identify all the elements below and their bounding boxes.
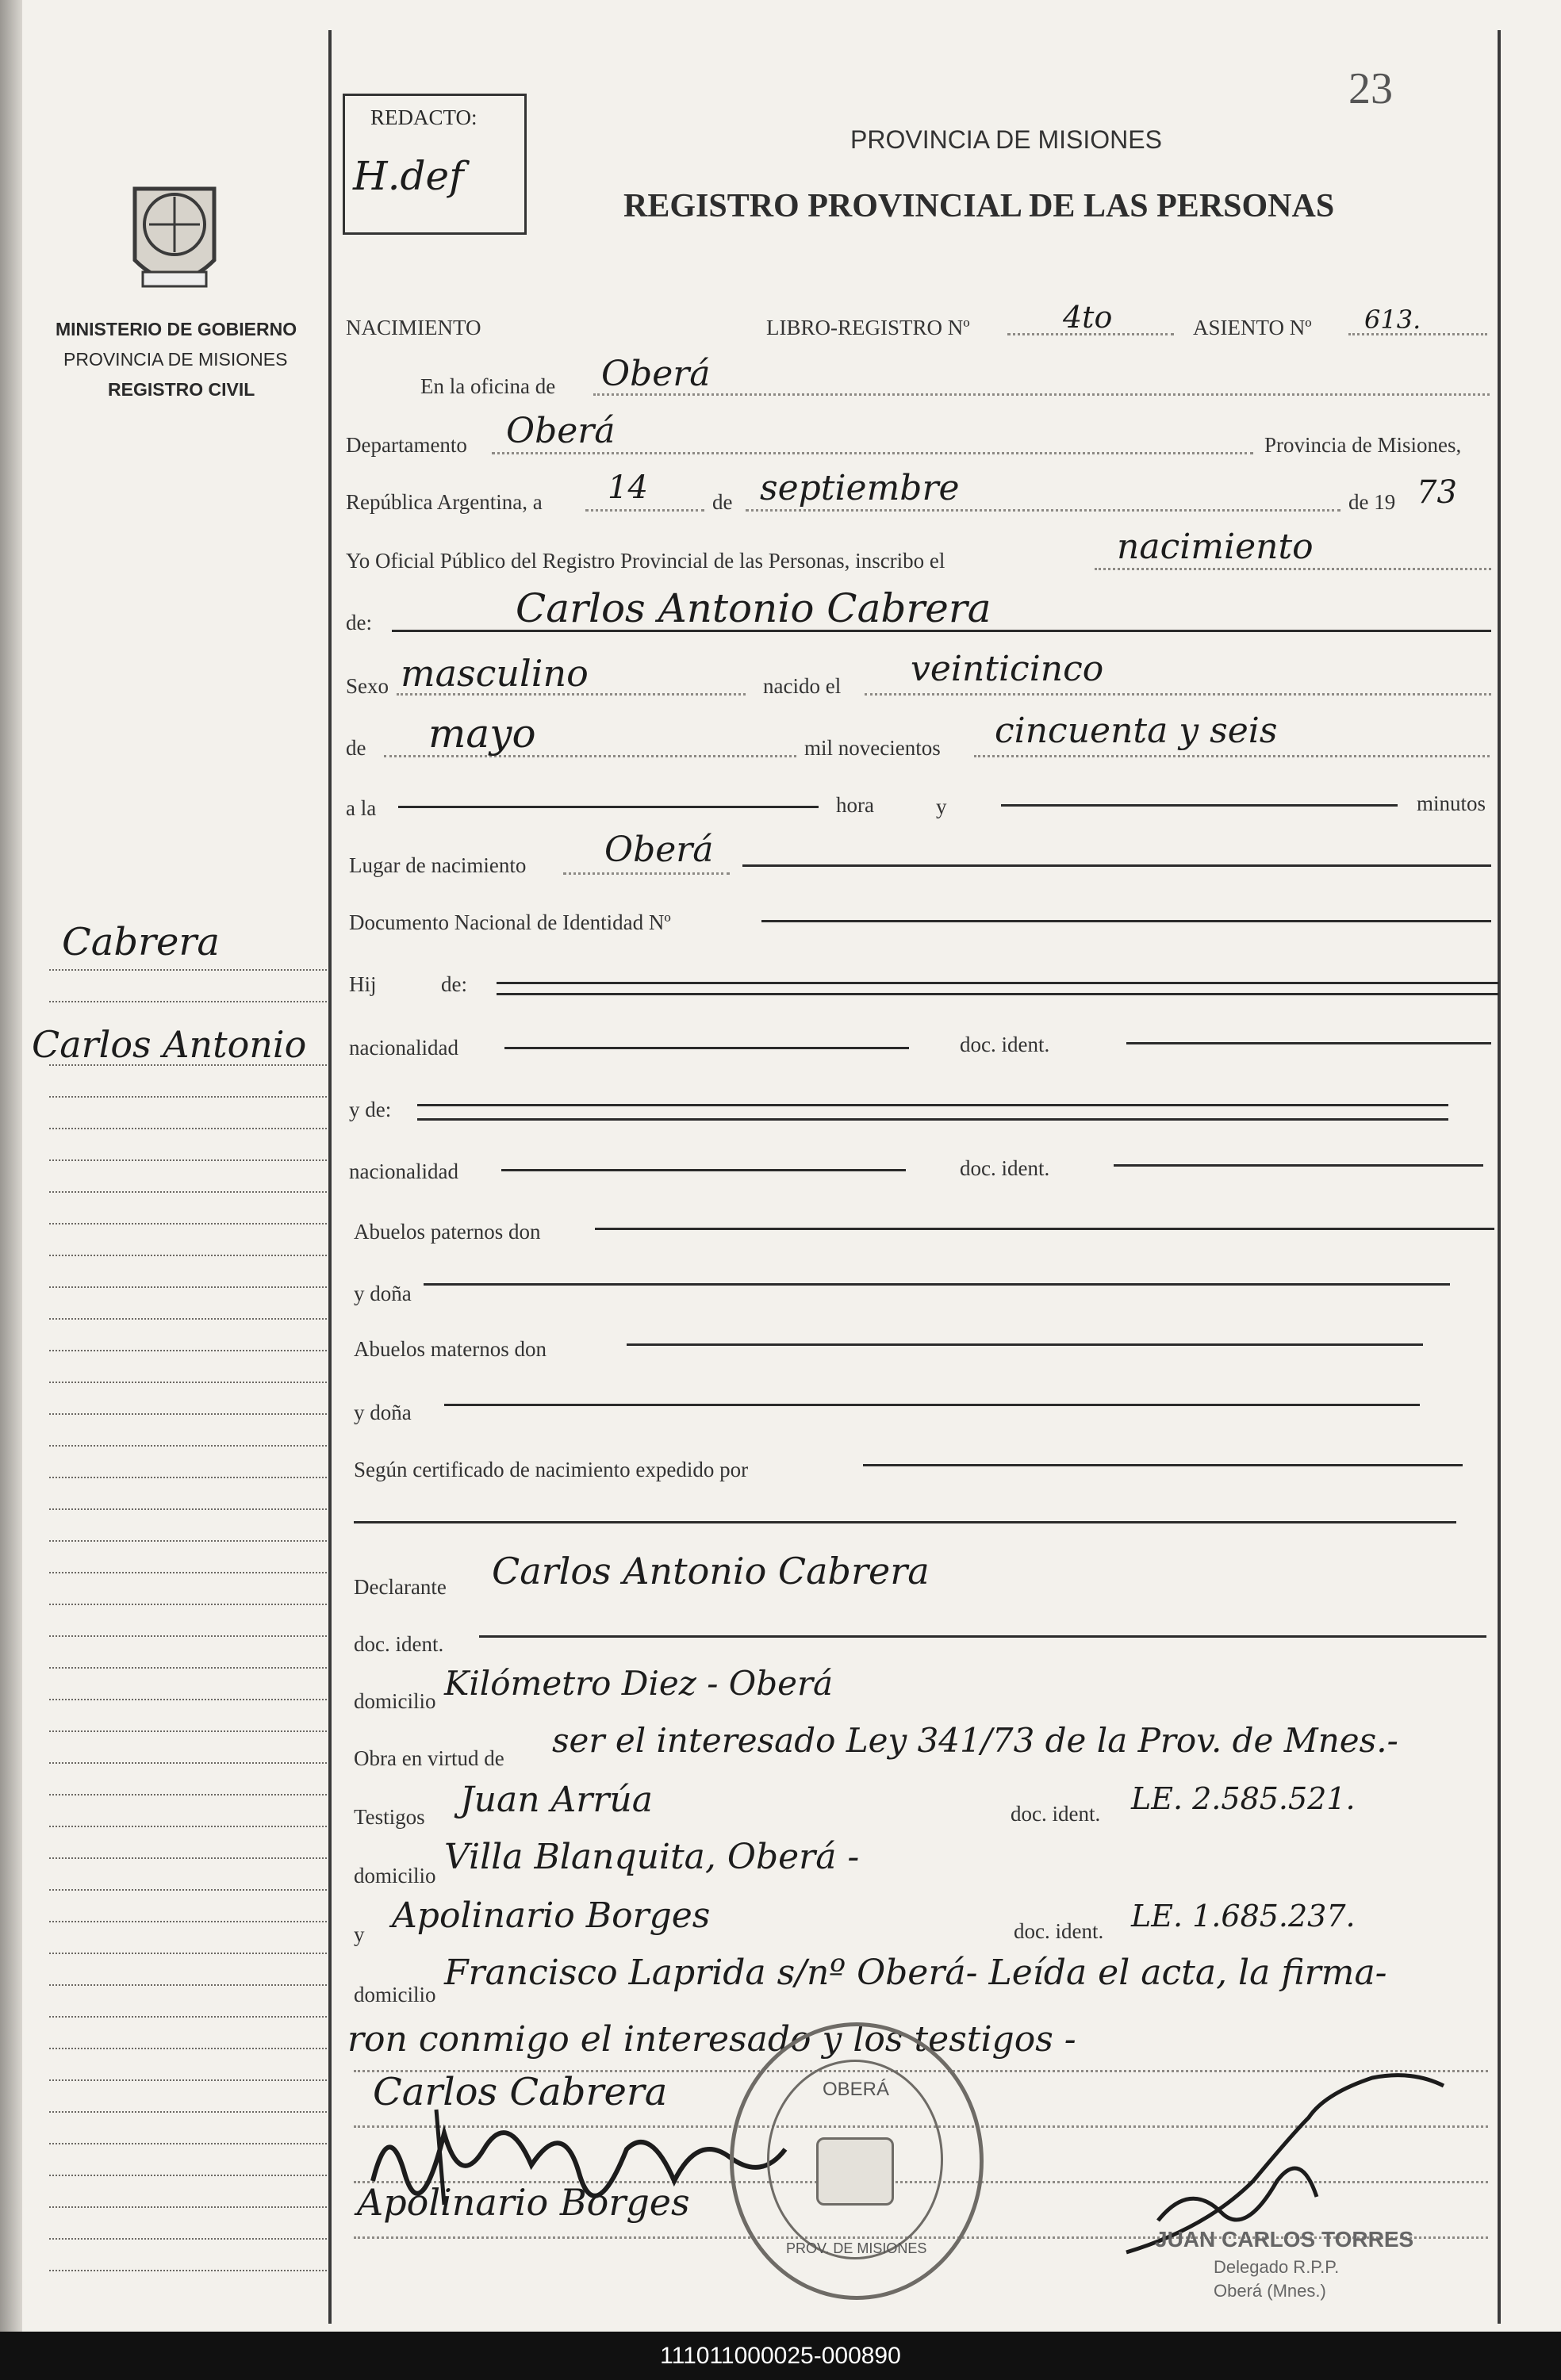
margin-names: Carlos Antonio [32,1023,307,1066]
testigos-label: Testigos [354,1805,425,1829]
declarante-value: Carlos Antonio Cabrera [492,1550,930,1592]
ala-label: a la [346,796,377,820]
declarante-label: Declarante [354,1575,447,1599]
republica-label: República Argentina, a [346,490,543,514]
y-dona-2-label: y doña [354,1401,412,1424]
month-value: septiembre [760,468,960,508]
redacto-box [343,94,527,235]
doc-ident-3-label: doc. ident. [354,1632,444,1656]
abuelos-paternos-label: Abuelos paternos don [354,1220,541,1244]
book-binding-edge [0,0,22,2332]
left-ministry: MINISTERIO DE GOBIERNO [56,319,297,339]
testigo-2-value: Apolinario Borges [392,1895,711,1936]
provincia-label: Provincia de Misiones, [1264,433,1462,457]
testigo-2-doc: LE. 1.685.237. [1131,1899,1356,1934]
stamp-city: OBERÁ [823,2079,890,2100]
left-border-line [328,30,332,2324]
segun-label: Según certificado de nacimiento expedido por [354,1458,749,1481]
de2-label: de: [346,611,372,634]
lugar-label: Lugar de nacimiento [349,853,527,877]
asiento-label: ASIENTO Nº [1193,316,1312,339]
stamp-map-emblem [816,2137,894,2206]
person-name: Carlos Antonio Cabrera [516,585,991,631]
doc-ident-2-label: doc. ident. [960,1156,1050,1180]
doc-ident-1-label: doc. ident. [960,1033,1050,1056]
official-city: Oberá (Mnes.) [1214,2281,1326,2301]
domicilio-2-value: Villa Blanquita, Oberá - [444,1837,860,1877]
header-title: REGISTRO PROVINCIAL DE LAS PERSONAS [623,188,1335,224]
domicilio-1-label: domicilio [354,1689,436,1713]
nacionalidad-2-label: nacionalidad [349,1159,458,1183]
record-type: NACIMIENTO [346,316,481,339]
y-de-label: y de: [349,1098,392,1121]
asiento-value: 613. [1364,305,1421,335]
official-stamp [730,2022,984,2300]
de3-label: de [346,736,366,760]
nacido-label: nacido el [763,674,842,698]
mil-label: mil novecientos [804,736,941,760]
margin-surname: Cabrera [62,920,220,964]
minutos-label: minutos [1417,791,1486,815]
domicilio-2-label: domicilio [354,1864,436,1888]
day-value: 14 [608,469,648,506]
right-border-line [1498,30,1501,2324]
signature-3: Apolinario Borges [357,2181,690,2224]
nacido-value: veinticinco [911,649,1104,689]
oficial-text: Yo Oficial Público del Registro Provincial de las Personas, inscribo el [346,549,945,573]
obra-label: Obra en virtud de [354,1746,504,1770]
de-label: de [712,490,733,514]
doc-ident-4-label: doc. ident. [1011,1802,1101,1826]
signature-1: Carlos Cabrera [373,2070,668,2114]
testigo-1-doc: LE. 2.585.521. [1131,1781,1356,1816]
header-province: PROVINCIA DE MISIONES [850,125,1162,154]
sexo-value: masculino [401,652,589,695]
inscribo-value: nacimiento [1117,527,1314,567]
footer-code: 111011000025-000890 [0,2332,1561,2380]
birth-month: mayo [428,711,536,757]
obra-value: ser el interesado Ley 341/73 de la Prov. de Mnes.- [552,1721,1398,1760]
left-civil-registry: REGISTRO CIVIL [108,379,255,400]
domicilio-3-value: Francisco Laprida s/nº Oberá- Leída el acta, la firma- [444,1953,1387,1993]
province-seal-icon [119,173,230,300]
official-role: Delegado R.P.P. [1214,2257,1340,2277]
domicilio-1-value: Kilómetro Diez - Oberá [444,1664,834,1703]
birth-year-words: cincuenta y seis [995,711,1278,751]
page-number: 23 [1348,64,1393,113]
official-name: JUAN CARLOS TORRES [1155,2227,1414,2252]
year-value: 73 [1417,474,1457,511]
testigo-1-value: Juan Arrúa [460,1780,653,1820]
oficina-label: En la oficina de [420,374,556,398]
closing-line: ron conmigo el interesado y los testigos - [347,2019,1076,2060]
nacionalidad-1-label: nacionalidad [349,1036,458,1060]
libro-value: 4to [1063,300,1113,335]
lugar-value: Oberá [604,830,714,870]
year-label: de 19 [1348,490,1396,514]
departamento-label: Departamento [346,433,467,457]
left-province: PROVINCIA DE MISIONES [63,349,288,370]
redacto-label: REDACTO: [370,105,478,129]
doc-ident-5-label: doc. ident. [1014,1919,1104,1943]
departamento-value: Oberá [506,411,616,451]
abuelos-maternos-label: Abuelos maternos don [354,1337,547,1361]
hora-label: hora [836,793,874,817]
libro-label: LIBRO-REGISTRO Nº [766,316,970,339]
y2-label: y [354,1922,365,1946]
redacto-value: H.def [353,153,464,199]
sexo-label: Sexo [346,674,389,698]
y-dona-1-label: y doña [354,1282,412,1305]
oficina-value: Oberá [601,354,711,394]
domicilio-3-label: domicilio [354,1983,436,2006]
province-seal [119,173,230,300]
hij-label: Hij [349,972,377,996]
stamp-bottom: PROV. DE MISIONES [786,2240,927,2256]
hij-de-label: de: [441,972,467,996]
dni-label: Documento Nacional de Identidad Nº [349,910,671,934]
y-label: y [936,795,947,818]
